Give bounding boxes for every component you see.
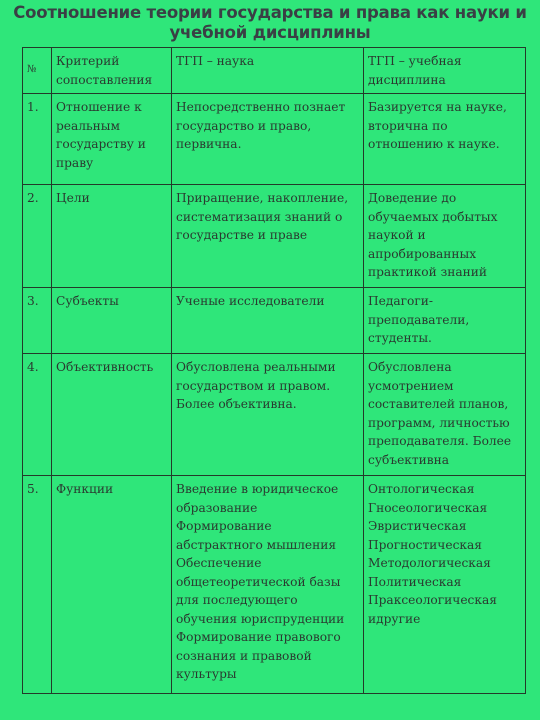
cell-text-line: Праксеологическая <box>368 593 497 607</box>
cell-text-line: Обусловлена <box>368 360 452 374</box>
row-num: 5. <box>23 476 52 694</box>
header-criterion <box>52 48 172 94</box>
cell-text-line: государству и <box>56 137 146 151</box>
comparison-table <box>22 47 526 694</box>
row-science <box>172 354 364 476</box>
cell-text-line: преподаватели, <box>368 312 470 327</box>
header-discipline <box>364 48 526 94</box>
cell-text-line: Гносеологическая <box>368 500 488 515</box>
row-discipline <box>364 476 526 694</box>
cell-text-line: усмотрением <box>368 378 454 393</box>
cell-text-line: абстрактного мышления <box>176 537 337 552</box>
cell-text-line: Введение в юридическое <box>176 482 339 496</box>
cell-text-line: сопоставления <box>56 72 153 87</box>
cell-text-line: вторична по <box>368 118 448 133</box>
table-row <box>23 288 526 354</box>
cell-text-line: Педагоги- <box>368 294 433 308</box>
cell-text-line: государством и правом. <box>176 378 331 393</box>
cell-text-line: сознания и правовой <box>176 648 312 663</box>
table-row <box>23 185 526 288</box>
row-num: 4. <box>23 354 52 476</box>
row-criterion <box>52 94 172 185</box>
cell-text-line: студенты. <box>368 331 432 345</box>
cell-text-line: Формирование правового <box>176 630 341 644</box>
table-row <box>23 476 526 694</box>
cell-text-line: для последующего <box>176 593 298 607</box>
row-science <box>172 94 364 185</box>
cell-text-line: Функции <box>56 482 114 496</box>
cell-text-line: Базируется на науке, <box>368 100 507 114</box>
cell-text-line: Объективность <box>56 360 154 374</box>
cell-text-line: образование <box>176 500 258 515</box>
cell-text-line: Более объективна. <box>176 397 297 411</box>
header-num: № <box>23 48 52 94</box>
cell-text-line: отношению к науке. <box>368 137 500 151</box>
cell-text-line: государстве и праве <box>176 228 308 242</box>
cell-text-line: составителей планов, <box>368 397 509 411</box>
cell-text-line: ТГП – наука <box>176 54 255 68</box>
cell-text-line: Формирование <box>176 519 272 533</box>
row-num: 3. <box>23 288 52 354</box>
cell-text-line: идругие <box>368 611 421 626</box>
cell-text-line: Доведение до <box>368 191 457 205</box>
title-line-1: Соотношение теории государства и права как науки и <box>13 3 527 22</box>
row-criterion <box>52 288 172 354</box>
cell-text-line: программ, личностью <box>368 415 510 430</box>
row-criterion <box>52 354 172 476</box>
row-science <box>172 288 364 354</box>
cell-text-line: субъективна <box>368 452 450 467</box>
cell-text-line: дисциплина <box>368 72 446 87</box>
cell-text-line: систематизация знаний о <box>176 209 343 224</box>
row-num: 2. <box>23 185 52 288</box>
cell-text-line: ТГП – учебная <box>368 54 462 68</box>
cell-text-line: Ученые исследователи <box>176 294 325 308</box>
cell-text-line: Обеспечение <box>176 556 262 570</box>
cell-text-line: наукой и <box>368 228 426 242</box>
cell-text-line: государство и право, <box>176 118 312 133</box>
cell-text-line: обучения юриспруденции <box>176 611 345 626</box>
cell-text-line: обучаемых добытых <box>368 209 498 224</box>
cell-text-line: первична. <box>176 137 242 151</box>
page-title <box>0 3 540 43</box>
cell-text-line: Отношение к <box>56 100 142 114</box>
cell-text-line: Эвристическая <box>368 519 467 533</box>
cell-text-line: Политическая <box>368 574 462 589</box>
cell-text-line: Цели <box>56 191 90 205</box>
cell-text-line: Субъекты <box>56 294 119 308</box>
cell-text-line: Обусловлена реальными <box>176 360 336 374</box>
cell-text-line: культуры <box>176 667 237 681</box>
cell-text-line: общетеоретической базы <box>176 574 341 589</box>
row-science <box>172 185 364 288</box>
row-discipline <box>364 185 526 288</box>
table-header-row <box>23 48 526 94</box>
row-discipline <box>364 354 526 476</box>
table-row <box>23 354 526 476</box>
cell-text-line: Прогностическая <box>368 537 482 552</box>
cell-text-line: Критерий <box>56 54 120 68</box>
row-num: 1. <box>23 94 52 185</box>
cell-text-line: Приращение, накопление, <box>176 191 349 205</box>
cell-text-line: практикой знаний <box>368 265 488 279</box>
row-discipline <box>364 288 526 354</box>
cell-text-line: реальным <box>56 118 120 133</box>
cell-text-line: преподавателя. Более <box>368 434 512 448</box>
row-discipline <box>364 94 526 185</box>
cell-text-line: Онтологическая <box>368 482 475 496</box>
header-science <box>172 48 364 94</box>
cell-text-line: Непосредственно познает <box>176 100 346 114</box>
title-line-2: учебной дисциплины <box>169 23 371 42</box>
cell-text-line: Методологическая <box>368 556 491 570</box>
cell-text-line: апробированных <box>368 246 477 261</box>
row-criterion <box>52 185 172 288</box>
row-science <box>172 476 364 694</box>
row-criterion <box>52 476 172 694</box>
cell-text-line: праву <box>56 155 94 170</box>
table-row <box>23 94 526 185</box>
